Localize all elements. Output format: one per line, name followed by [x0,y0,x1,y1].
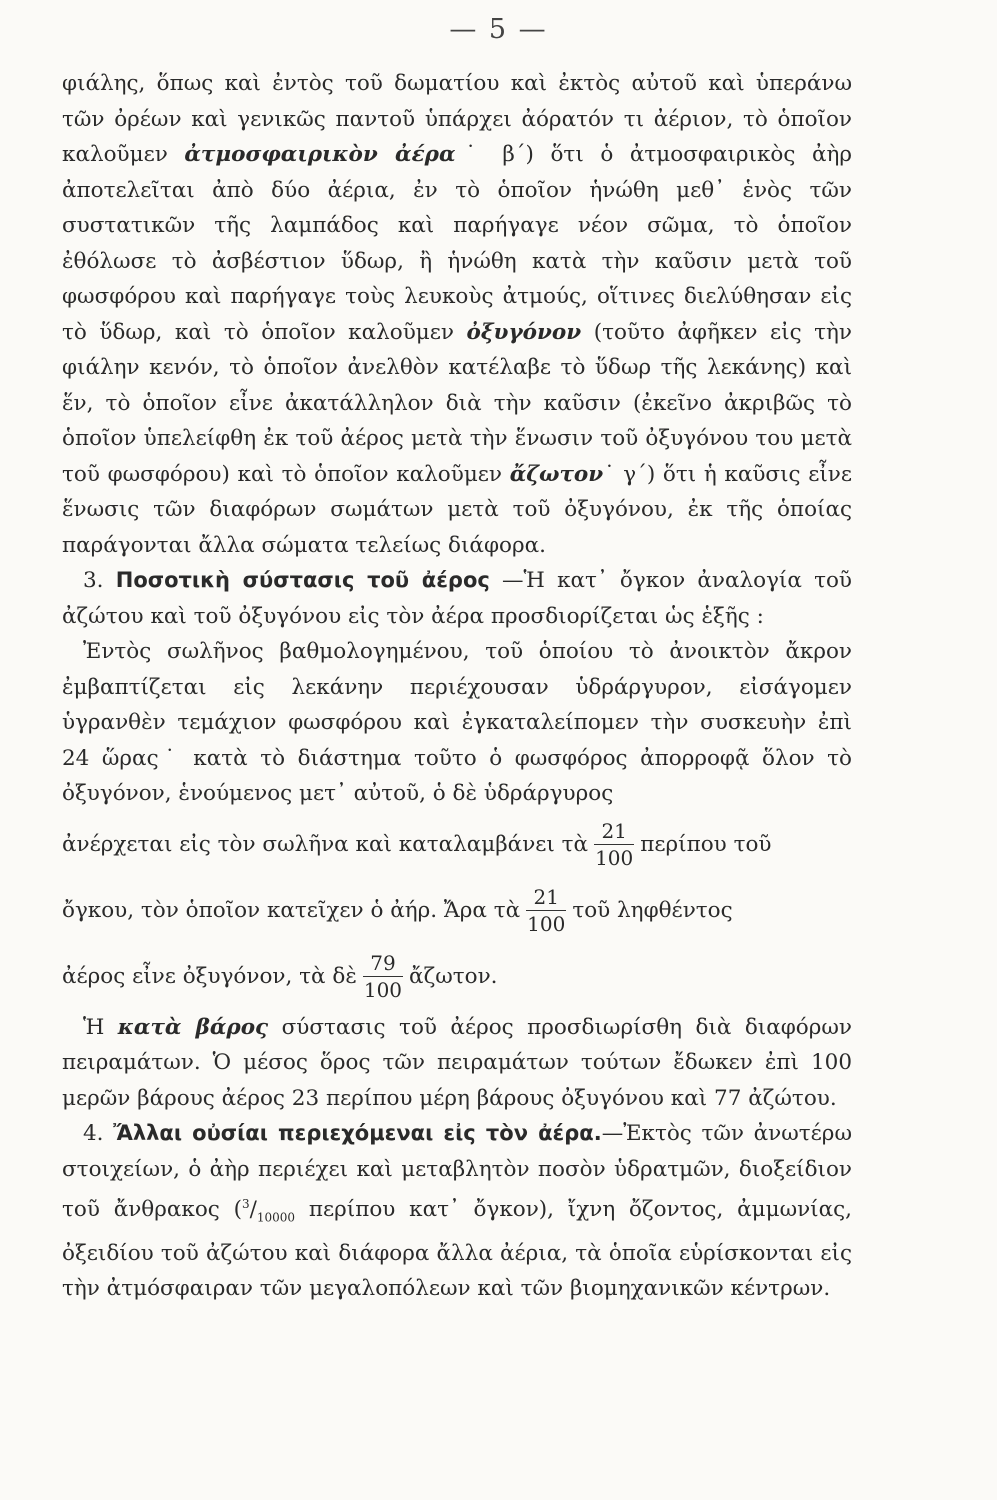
section-title: Ποσοτικὴ σύστασις τοῦ ἀέρος [115,568,490,592]
term-by-weight: κατὰ βάρος [117,1014,269,1040]
text-run: —Ἡ κατ᾽ ὄγκον ἀναλογία τοῦ ἀζώτου καὶ τοῦ ὀξυγόνου εἰς τὸν ἀέρα προσδιορίζεται ὡς ἑξῆς : [62,568,852,629]
text-run: —Ἐκτὸς τῶν ἀνωτέρω στοιχείων, ὁ ἀὴρ περιέχει καὶ μεταβλητὸν ποσὸν ὑδρατμῶν, διοξείδιον τοῦ ἄνθρακος ( [62,1121,852,1223]
section-number: 4. [83,1121,104,1146]
subscript: 10000 [256,1210,296,1225]
fraction-denominator: 100 [595,846,634,870]
fraction [594,821,634,868]
paragraph-4 [62,1010,852,1117]
term-atmospheric-air: ἀτμοσφαιρικὸν ἀέρα [184,142,456,167]
fraction-line-2 [62,878,852,944]
fraction-numerator: 79 [370,951,396,975]
text-run: ἄζωτον. [409,963,498,989]
term-nitrogen: ἄζωτον [509,461,604,487]
text-run: σύστασις τοῦ ἀέρος προσδιωρίσθη διὰ διαφόρων πειραμάτων. Ὁ μέσος ὅρος τῶν πειραμάτων τούτων ἔδωκεν ἐπὶ 100 μερῶν βάρους ἀέρος 23 περίπου μέρη βάρους ὀξυγόνου καὶ 77 ἀζώτου. [62,1014,852,1111]
page-number: — 5 — [449,14,548,45]
body-text [62,66,852,1307]
text-run: τοῦ ληφθέντος [572,897,733,923]
section-4: 4. Ἄλλαι οὐσίαι περιεχόμεναι εἰς τὸν ἀέρα.—Ἐκτὸς τῶν ἀνωτέρω στοιχείων, ὁ ἀὴρ περιέχει καὶ μεταβλητὸν ποσὸν ὑδρατμῶν, διοξείδιον τοῦ ἄνθρακος ($^3/_{10000}$ περίπου κατ᾽ ὄγκον), ἴχνη ὄζοντος, ἀμμωνίας, ὀξειδίου τοῦ ἀζώτου καὶ διάφορα ἄλλα ἀέρια, τὰ ὁποῖα εὑρίσκονται εἰς τὴν ἀτμόσφαιραν τῶν μεγαλοπόλεων καὶ τῶν βιομηχανικῶν κέντρων. [62,1121,852,1302]
text-run: ˙ γ΄) ὅτι ἡ καῦσις εἶνε ἕνωσις τῶν διαφόρων σωμάτων μετὰ τοῦ ὀξυγόνου, ἐκ τῆς ὁποίας παράγονται ἄλλα σώματα τελείως διάφορα. [62,461,853,558]
section-title: Ἄλλαι οὐσίαι περιεχόμεναι εἰς τὸν ἀέρα. [113,1121,602,1145]
section-number: 3. [83,568,104,593]
fraction-line-1 [62,812,852,878]
text-run: (τοῦτο ἀφῆκεν εἰς τὴν φιάλην κενόν, τὸ ὁποῖον ἀνελθὸν κατέλαβε τὸ ὕδωρ τῆς λεκάνης) καὶ ἕν, τὸ ὁποῖον εἶνε ἀκατάλληλον διὰ τὴν καῦσιν (ἐκεῖνο ἀκριβῶς τὸ ὁποῖον ὑπελείφθη ἐκ τοῦ ἀέρος μετὰ τὴν ἕνωσιν τοῦ ὀξυγόνου του μετὰ τοῦ φωσφόρου) καὶ τὸ ὁποῖον καλοῦμεν [62,319,852,487]
text-run: περίπου τοῦ [640,831,772,857]
term-oxygen: ὀξυγόνον [466,319,582,345]
paragraph-1 [62,66,852,563]
fraction-numerator: 21 [601,819,627,843]
section-3 [62,563,852,634]
text-run: Ἡ [83,1014,118,1040]
fraction-numerator: 21 [533,885,559,909]
fraction [363,953,403,1000]
text-run: ἀνέρχεται εἰς τὸν σωλῆνα καὶ καταλαμβάνει τὰ [62,831,589,857]
text-run: περίπου κατ᾽ ὄγκον), ἴχνη ὄζοντος, ἀμμωνίας, ὀξειδίου τοῦ ἀζώτου καὶ διάφορα ἄλλα ἀέρια, τὰ ὁποῖα εὑρίσκονται εἰς τὴν ἀτμόσφαιραν τῶν μεγαλοπόλεων καὶ τῶν βιομηχανικῶν κέντρων. [62,1197,852,1302]
text-run: ἀέρος εἶνε ὀξυγόνον, τὰ δὲ [62,963,357,989]
fraction [526,887,566,934]
fraction-denominator: 100 [527,912,566,936]
paragraph-3: Ἐντὸς σωλῆνος βαθμολογημένου, τοῦ ὁποίου τὸ ἀνοικτὸν ἄκρον ἐμβαπτίζεται εἰς λεκάνην περιέχουσαν ὑδράργυρον, εἰσάγομεν ὑγρανθὲν τεμάχιον φωσφόρου καὶ ἐγκαταλείπομεν τὴν συσκευὴν ἐπὶ 24 ὥρας˙ κατὰ τὸ διάστημα τοῦτο ὁ φωσφόρος ἀπορροφᾷ ὅλον τὸ ὀξυγόνον, ἑνούμενος μετ᾽ αὐτοῦ, ὁ δὲ ὑδράργυρος [62,639,852,806]
text-run: φιάλης, ὅπως καὶ ἐντὸς τοῦ δωματίου καὶ ἐκτὸς αὐτοῦ καὶ ὑπεράνω τῶν ὀρέων καὶ γενικῶς παντοῦ ὑπάρχει ἀόρατόν τι ἀέριον, τὸ ὁποῖον καλοῦμεν [62,71,852,167]
text-run: ὄγκου, τὸν ὁποῖον κατεῖχεν ὁ ἀήρ. Ἄρα τὰ [62,897,521,923]
superscript: 3 [242,1197,250,1211]
text-run: ˙ β΄) ὅτι ὁ ἀτμοσφαιρικὸς ἀὴρ ἀποτελεῖται ἀπὸ δύο ἀέρια, ἐν τὸ ὁποῖον ἡνώθη μεθ᾽ ἑνὸς τῶν συστατικῶν τῆς λαμπάδος καὶ παρήγαγε νέον σῶμα, τὸ ὁποῖον ἐθόλωσε τὸ ἀσβέστιον ὕδωρ, ἢ ἡνώθη κατὰ τὴν καῦσιν μετὰ τοῦ φωσφόρου καὶ παρήγαγε τοὺς λευκοὺς ἀτμούς, οἵτινες διελύθησαν εἰς τὸ ὕδωρ, καὶ τὸ ὁποῖον καλοῦμεν [62,142,853,345]
fraction-line-3 [62,944,852,1010]
fraction-denominator: 100 [363,978,403,1002]
